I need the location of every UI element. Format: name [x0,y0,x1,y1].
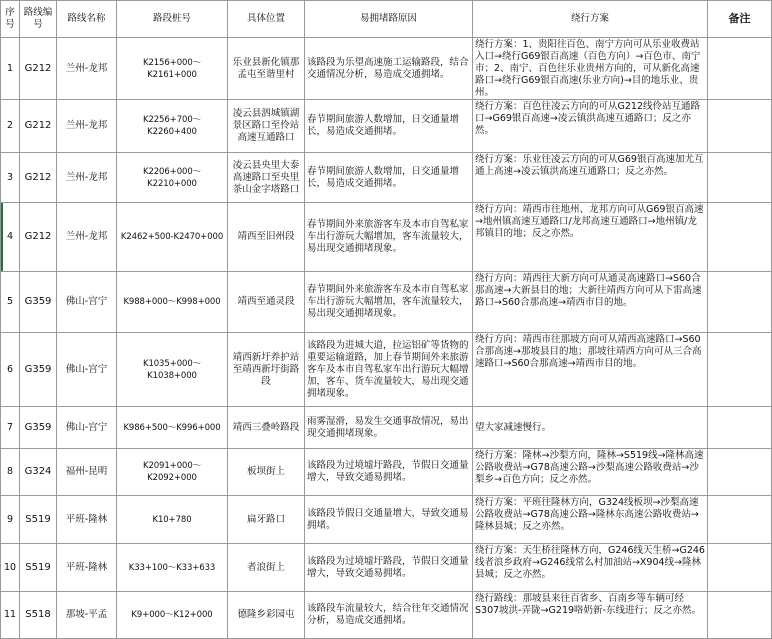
cell-location: 靖西新圩养护站至靖西新圩街路段 [228,333,305,407]
cell-route-code: G324 [20,449,57,496]
cell-route-name: 兰州-龙邦 [57,203,117,272]
table-row [1,496,772,544]
cell-location: 乐业县新化镇那孟屯至谐里村 [228,38,305,100]
cell-pile: K986+500～K996+000 [117,407,228,449]
cell-route-code: G212 [20,203,57,272]
cell-location: 凌云县泗城镇湖景区路口至伶站高速互通路口 [228,100,305,153]
cell-cause: 该路段车流量较大，结合往年交通情况分析，易造成交通拥堵。 [305,592,473,639]
cell-seq: 9 [1,496,20,544]
cell-cause: 春节期间旅游人数增加，日交通量增长，易造成交通拥堵。 [305,100,473,153]
cell-detour: 绕行方向：靖西往大新方向可从通灵高速路口→S60合那高速→大新县目的地；大新往靖西方向可从下雷高速路口→S60合那高速→靖西市目的地。 [473,272,708,333]
cell-note [708,544,772,592]
cell-cause: 该路段为过境墟圩路段，节假日交通量增大，导致交通易拥堵。 [305,544,473,592]
cell-detour: 绕行方案：百色往凌云方向的可从G212线伶站互通路口→G69银百高速→凌云镇洪高速互通路口；反之亦然。 [473,100,708,153]
cell-location: 靖西三叠岭路段 [228,407,305,449]
cell-seq: 6 [1,333,20,407]
cell-detour: 望大家减速慢行。 [473,407,708,449]
table-row [1,407,772,449]
table-row [1,544,772,592]
cell-route-code: S519 [20,496,57,544]
cell-note [708,333,772,407]
cell-pile: K2156+000～K2161+000 [117,38,228,100]
cell-cause: 该路段节假日交通量增大，导致交通易拥堵。 [305,496,473,544]
cell-route-name: 佛山-宫宁 [57,333,117,407]
cell-location: 德隆乡彩园屯 [228,592,305,639]
cell-route-name: 平班-隆林 [57,544,117,592]
cell-cause: 该路段为过境墟圩路段，节假日交通量增大，导致交通易拥堵。 [305,449,473,496]
cell-route-name: 兰州-龙邦 [57,38,117,100]
cell-seq: 5 [1,272,20,333]
cell-note [708,496,772,544]
cell-detour: 绕行方向：靖西市往地州、龙邦方向可从G69银百高速→地州镇高速互通路口/龙邦高速互通路口→地州镇/龙邦镇目的地；反之亦然。 [473,203,708,272]
cell-detour: 绕行方向：靖西市往那坡方向可从靖西高速路口→S60合那高速→那坡县目的地；那坡往靖西方向可从三合高速路口→S60合那高速→靖西市目的地。 [473,333,708,407]
cell-location: 者浪街上 [228,544,305,592]
cell-route-name: 那坡-平孟 [57,592,117,639]
header-detour: 绕行方案 [473,1,708,38]
cell-route-code: G359 [20,333,57,407]
cell-route-name: 佛山-宫宁 [57,272,117,333]
cell-note [708,100,772,153]
header-cause: 易拥堵路原因 [305,1,473,38]
cell-note [708,153,772,203]
cell-location: 扁牙路口 [228,496,305,544]
cell-seq: 11 [1,592,20,639]
cell-pile: K1035+000～K1038+000 [117,333,228,407]
cell-route-code: G212 [20,38,57,100]
cell-pile: K10+780 [117,496,228,544]
cell-seq: 8 [1,449,20,496]
cell-seq: 10 [1,544,20,592]
header-pile: 路段桩号 [117,1,228,38]
cell-route-code: S518 [20,592,57,639]
cell-detour: 绕行方案：平班往隆林方向，G324线板坝→沙梨高速公路收费站→G78高速公路→隆林东高速公路收费站→隆林县城；反之亦然。 [473,496,708,544]
cell-cause: 春节期间外来旅游客车及本市自驾私家车出行游玩大幅增加，客车流量较大，易出现交通拥堵现象。 [305,203,473,272]
cell-note [708,38,772,100]
cell-cause: 春节期间外来旅游客车及本市自驾私家车出行游玩大幅增加，客车流量较大，易出现交通拥堵现象。 [305,272,473,333]
cell-detour: 绕行方案：1、贵阳往百色、南宁方向可从乐业收费站入口→绕行G69银百高速（百色方向）→百色市、南宁市；2、南宁、百色往乐业贵州方向的，可从新化高速路口→绕行G69银百高速(乐业方向)→目的地乐业、贵州。 [473,38,708,100]
cell-route-code: S519 [20,544,57,592]
table-row [1,153,772,203]
cell-pile: K2206+000～K2210+000 [117,153,228,203]
cell-pile: K2091+000～K2092+000 [117,449,228,496]
cell-seq: 7 [1,407,20,449]
header-note: 备注 [708,1,772,38]
cell-route-code: G212 [20,153,57,203]
header-route-name: 路线名称 [57,1,117,38]
cell-note [708,407,772,449]
cell-location: 靖西至通灵段 [228,272,305,333]
cell-note [708,203,772,272]
cell-route-name: 兰州-龙邦 [57,153,117,203]
cell-pile: K988+000～K998+000 [117,272,228,333]
cell-cause: 该路段为进城大道，拉运铝矿等货物的重要运输道路，加上春节期间外来旅游客车及本市自驾私家车出行游玩大幅增加，客车、货车流量较大，易出现交通拥堵现象。 [305,333,473,407]
cell-location: 凌云县央里大泰高速路口至央里茶山金字塔路口 [228,153,305,203]
cell-seq: 3 [1,153,20,203]
header-route-code: 路线编号 [20,1,57,38]
table-row [1,592,772,639]
cell-cause: 春节期间旅游人数增加，日交通量增长，易造成交通拥堵。 [305,153,473,203]
cell-route-code: G212 [20,100,57,153]
cell-pile: K9+000～K12+000 [117,592,228,639]
cell-seq: 1 [1,38,20,100]
table-row [1,449,772,496]
cell-cause: 雨雾湿滑，易发生交通事故情况，易出现交通拥堵现象。 [305,407,473,449]
table-row [1,272,772,333]
cell-seq: 2 [1,100,20,153]
table-row [1,100,772,153]
cell-route-name: 福州-昆明 [57,449,117,496]
cell-note [708,272,772,333]
cell-pile: K33+100～K33+633 [117,544,228,592]
cell-pile: K2462+500-K2470+000 [117,203,228,272]
cell-detour: 绕行方案：天生桥往隆林方向，G246线天生桥→G246线者浪乡政府→G246线常么村加油站→X904线→隆林县城；反之亦然。 [473,544,708,592]
cell-location: 板坝街上 [228,449,305,496]
header-seq: 序号 [1,1,20,38]
table-row [1,203,772,272]
cell-route-name: 平班-隆林 [57,496,117,544]
cell-route-name: 兰州-龙邦 [57,100,117,153]
cell-detour: 绕行方案：隆林→沙梨方向，隆林→S519线→隆林高速公路收费站→G78高速公路→沙梨高速公路收费站→沙梨乡→百色方向；反之亦然。 [473,449,708,496]
cell-cause: 该路段为乐望高速施工运输路段，结合交通情况分析，易造成交通拥堵。 [305,38,473,100]
header-row [1,1,772,38]
cell-seq: 4 [1,203,20,272]
cell-detour: 绕行路线：那坡县来往百省乡、百南乡等车辆可经S307坡洪-弄陇→G219咯奶新-东线进行；反之亦然。 [473,592,708,639]
cell-detour: 绕行方案：乐业往凌云方向的可从G69银百高速加尤互通上高速→凌云镇洪高速互通路口；反之亦然。 [473,153,708,203]
header-location: 具体位置 [228,1,305,38]
cell-location: 靖西至旧州段 [228,203,305,272]
cell-pile: K2256+700～K2260+400 [117,100,228,153]
cell-route-code: G359 [20,272,57,333]
cell-note [708,449,772,496]
table-row [1,333,772,407]
cell-route-code: G359 [20,407,57,449]
cell-note [708,592,772,639]
cell-route-name: 佛山-宫宁 [57,407,117,449]
table-row [1,38,772,100]
